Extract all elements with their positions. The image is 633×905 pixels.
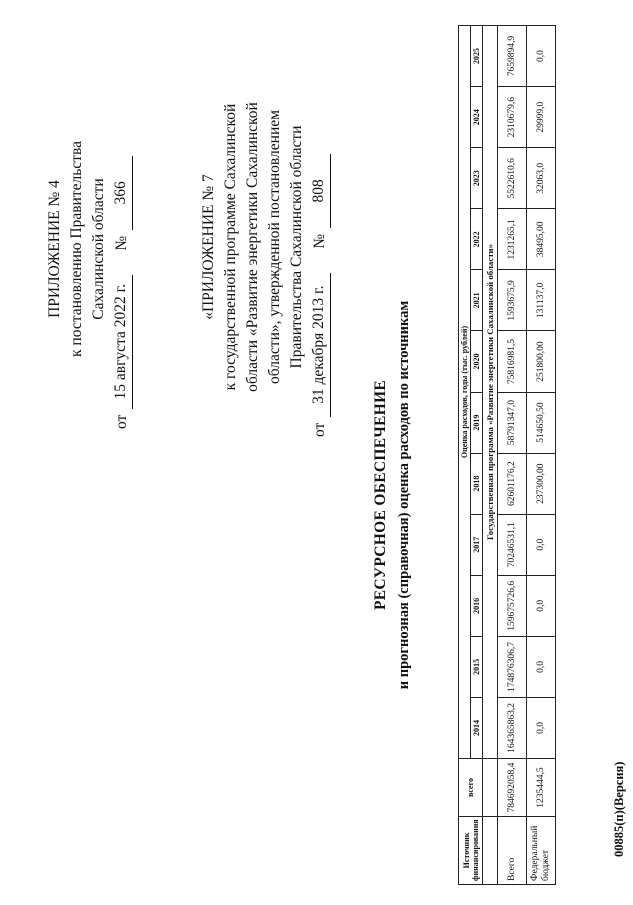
appendix-7-date: 31 декабря 2013 г. — [308, 273, 331, 417]
row-value: 514650,50 — [527, 392, 556, 453]
row-value: 58791347,0 — [498, 392, 527, 453]
row-value: 1231265,1 — [498, 209, 527, 270]
appendix-7-line4: Правительства Сахалинской области — [288, 125, 305, 369]
row-value: 237300,00 — [527, 453, 556, 514]
header-year: 2014 — [471, 697, 483, 758]
row-total: 1235444,5 — [527, 759, 556, 817]
appendix-7-number: 808 — [308, 154, 331, 228]
resource-table — [458, 25, 556, 885]
header-year: 2019 — [471, 392, 483, 453]
row-value: 0,0 — [527, 636, 556, 697]
header-group: Оценка расходов, годы (тыс. рублей) — [459, 26, 471, 759]
row-value: 29999,0 — [527, 87, 556, 148]
row-value: 5522610,6 — [498, 148, 527, 209]
header-year: 2016 — [471, 575, 483, 636]
row-value: 164365863,2 — [498, 697, 527, 758]
appendix-4-no: № — [113, 235, 130, 251]
appendix-4-number: 366 — [110, 156, 133, 230]
appendix-7-line3: области», утвержденной постановлением — [266, 110, 283, 384]
row-value: 32063,0 — [527, 148, 556, 209]
row-value: 75816981,5 — [498, 331, 527, 392]
row-total: 784692058,4 — [498, 759, 527, 817]
row-value: 2310679,6 — [498, 87, 527, 148]
header-source: Источник финансирования — [459, 817, 483, 885]
header-total: всего — [459, 759, 483, 817]
appendix-4-line2: Сахалинской области — [90, 178, 107, 320]
table-header-row-1 — [459, 26, 471, 885]
appendix-7-date-line — [308, 57, 331, 437]
row-value: 0,0 — [527, 697, 556, 758]
appendix-4-header — [44, 69, 133, 429]
table-header-row-2 — [471, 26, 483, 885]
row-value: 174876306,7 — [498, 636, 527, 697]
appendix-7-from: от — [311, 422, 328, 437]
appendix-7-line2: области «Развитие энергетики Сахалинской — [244, 102, 261, 392]
program-title: Государственная программа «Развитие энергетики Сахалинской области» — [483, 26, 498, 759]
row-value: 62601176,2 — [498, 453, 527, 514]
appendix-7-title: «ПРИЛОЖЕНИЕ № 7 — [200, 174, 217, 320]
header-year: 2022 — [471, 209, 483, 270]
program-row-empty — [483, 759, 498, 817]
row-source: Всего — [498, 817, 527, 885]
table-row — [498, 26, 527, 885]
appendix-7-header — [198, 57, 331, 437]
row-value: 70246531,1 — [498, 514, 527, 575]
appendix-4-title: ПРИЛОЖЕНИЕ № 4 — [46, 180, 63, 318]
appendix-4-date-line — [110, 69, 133, 429]
document-title: РЕСУРСНОЕ ОБЕСПЕЧЕНИЕ — [372, 379, 389, 611]
row-value: 251800,00 — [527, 331, 556, 392]
appendix-7-line1: к государственной программе Сахалинской — [222, 103, 239, 391]
header-year: 2017 — [471, 514, 483, 575]
table-row — [527, 26, 556, 885]
row-value: 159675726,6 — [498, 575, 527, 636]
header-year: 2018 — [471, 453, 483, 514]
header-year: 2015 — [471, 636, 483, 697]
appendix-4-line1: к постановлению Правительства — [68, 141, 85, 357]
program-row — [483, 26, 498, 885]
row-source: Федеральный бюджет — [527, 817, 556, 885]
appendix-7-no: № — [311, 233, 328, 249]
row-value: 7659894,9 — [498, 26, 527, 87]
header-year: 2024 — [471, 87, 483, 148]
footer-code: 00885(п)(Версия) — [612, 761, 626, 857]
row-value: 38495,00 — [527, 209, 556, 270]
header-year: 2023 — [471, 148, 483, 209]
header-year: 2021 — [471, 270, 483, 331]
appendix-4-date: 15 августа 2022 г. — [110, 275, 133, 409]
row-value: 0,0 — [527, 514, 556, 575]
row-value: 1593675,9 — [498, 270, 527, 331]
program-row-empty — [483, 817, 498, 885]
row-value: 0,0 — [527, 575, 556, 636]
row-value: 0,0 — [527, 26, 556, 87]
row-value: 131137,0 — [527, 270, 556, 331]
header-year: 2025 — [471, 26, 483, 87]
document-subtitle: и прогнозная (справочная) оценка расходов по источникам — [396, 300, 412, 690]
appendix-4-from: от — [113, 414, 130, 429]
header-year: 2020 — [471, 331, 483, 392]
